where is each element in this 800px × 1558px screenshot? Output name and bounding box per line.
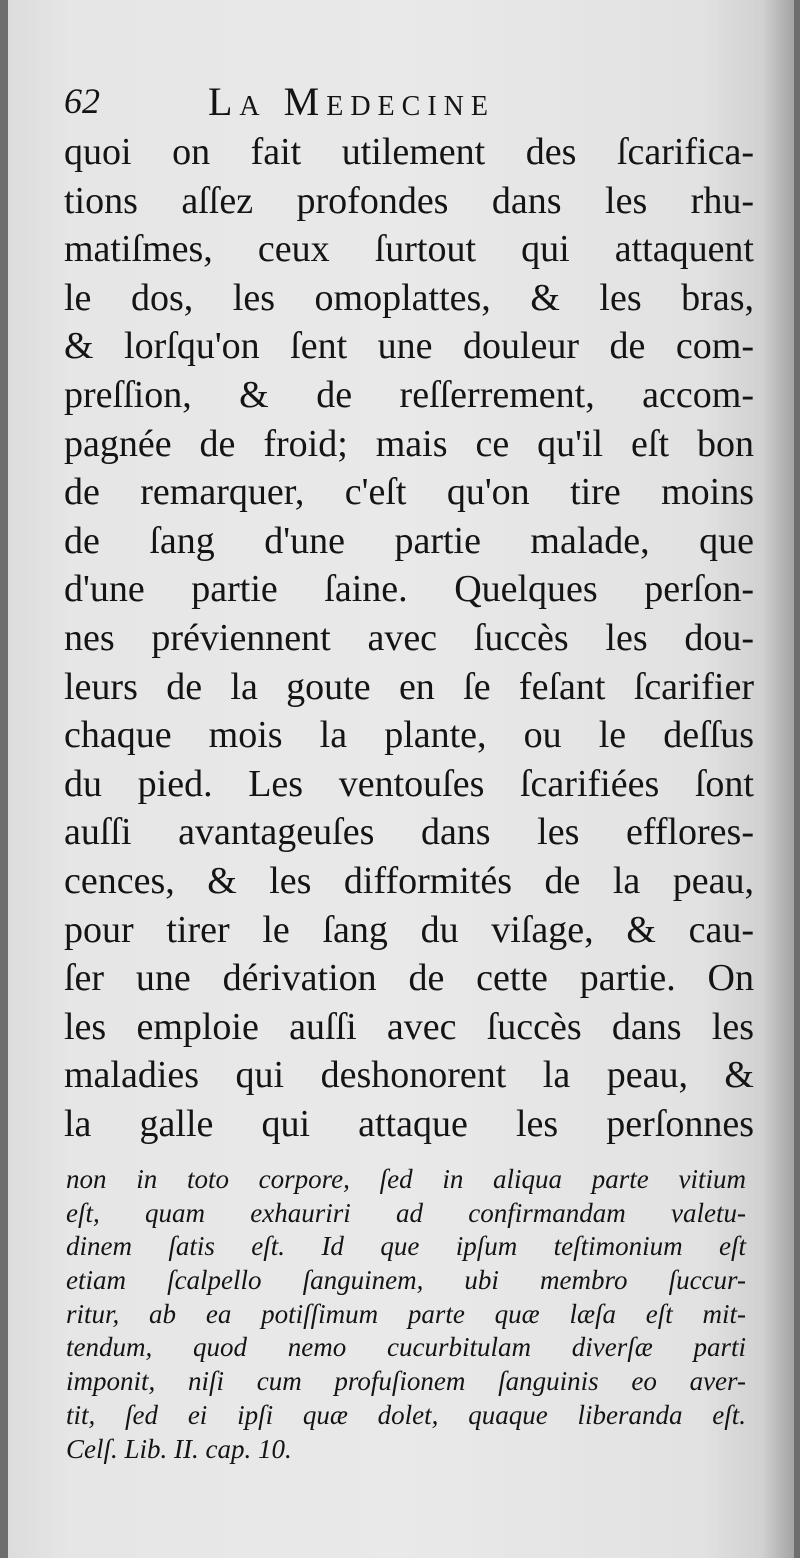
spine-shadow <box>762 0 794 1558</box>
text-line: maladies qui deshonorent la peau, & <box>64 1054 754 1097</box>
footnote-line: non in toto corpore, ſed in aliqua parte vitium <box>66 1164 746 1194</box>
page-header <box>60 78 760 128</box>
page-number: 62 <box>64 81 100 121</box>
footnote-citation: Celſ. Lib. II. cap. 10. <box>66 1433 292 1464</box>
text-line: le dos, les omoplattes, & les bras, <box>64 276 754 319</box>
text-line: cences, & les difformités de la peau, <box>64 859 754 902</box>
footnote-line: imponit, niſi cum profuſionem ſanguinis eo aver- <box>66 1366 746 1397</box>
footnote-line: etiam ſcalpello ſanguinem, ubi membro ſuccur- <box>66 1265 746 1296</box>
text-line: pour tirer le ſang du viſage, & cau- <box>64 908 754 951</box>
text-line: auſſi avantageuſes dans les efflores- <box>64 811 754 854</box>
text-line: chaque mois la plante, ou le deſſus <box>64 714 754 757</box>
text-line: tions aſſez profondes dans les rhu- <box>64 179 754 222</box>
footnote-line: tit, ſed ei ipſi quæ dolet, quaque liberanda eſt. <box>66 1399 746 1430</box>
text-line: & lorſqu'on ſent une douleur de com- <box>64 325 754 368</box>
text-line: leurs de la goute en ſe feſant ſcarifier <box>64 665 754 708</box>
text-line: de remarquer, c'eſt qu'on tire moins <box>64 471 754 514</box>
text-line: quoi on fait utilement des ſcarifica- <box>64 131 754 173</box>
footnote-line: tendum, quod nemo cucurbitulam diverſæ parti <box>66 1332 746 1363</box>
book-page <box>8 0 794 1558</box>
running-title: La Medecine <box>208 79 495 124</box>
text-line: matiſmes, ceux ſurtout qui attaquent <box>64 228 754 271</box>
footnote <box>66 1163 746 1466</box>
main-text <box>64 128 754 1148</box>
footnote-line: eſt, quam exhauriri ad confirmandam valetu- <box>66 1197 746 1228</box>
text-line: la galle qui attaque les perſonnes <box>64 1102 754 1145</box>
text-line: les emploie auſſi avec ſuccès dans les <box>64 1005 754 1048</box>
footnote-line: dinem ſatis eſt. Id que ipſum teſtimonium eſt <box>66 1231 746 1262</box>
text-line: preſſion, & de reſſerrement, accom- <box>64 373 754 416</box>
text-line: de ſang d'une partie malade, que <box>64 519 754 562</box>
text-line: d'une partie ſaine. Quelques perſon- <box>64 568 754 611</box>
text-line: ſer une dérivation de cette partie. On <box>64 957 754 1000</box>
text-line: du pied. Les ventouſes ſcarifiées ſont <box>64 762 754 805</box>
text-line: nes préviennent avec ſuccès les dou- <box>64 616 754 659</box>
text-line: pagnée de froid; mais ce qu'il eſt bon <box>64 422 754 465</box>
footnote-line: ritur, ab ea potiſſimum parte quæ læſa eſt mit- <box>66 1298 746 1329</box>
